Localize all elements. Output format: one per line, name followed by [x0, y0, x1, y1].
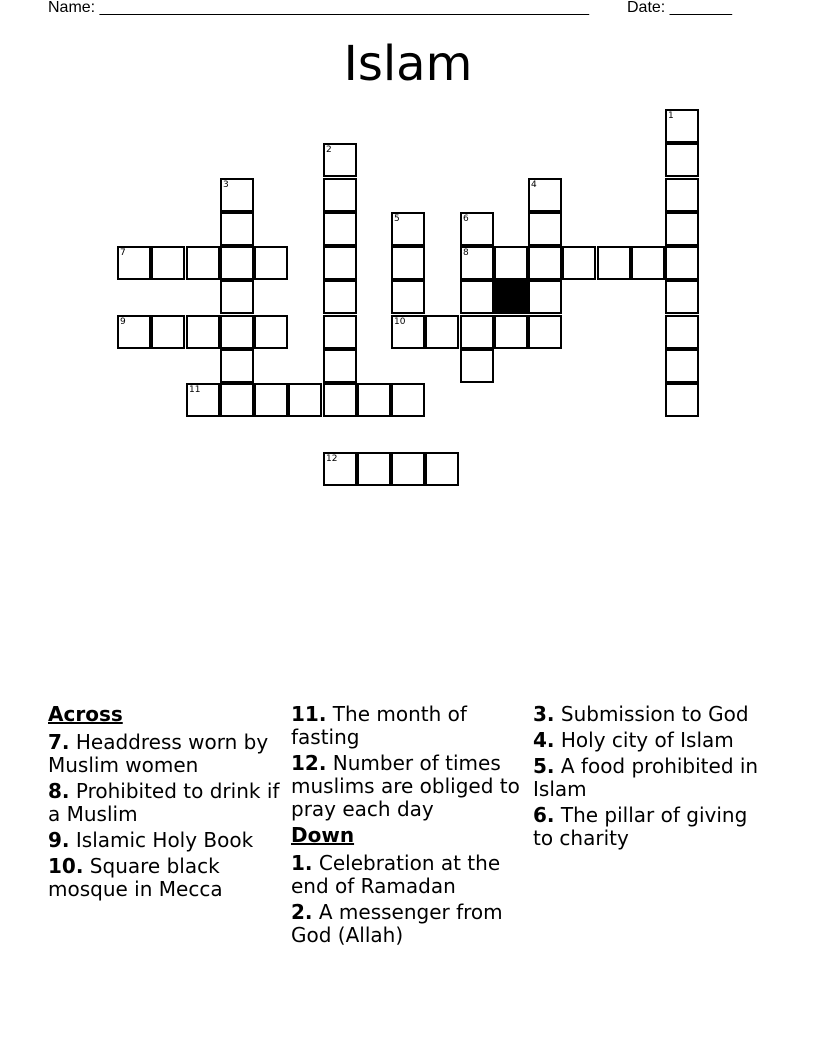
- clue-down-2: [291, 901, 527, 947]
- crossword-black-cell: [494, 280, 528, 314]
- crossword-cell[interactable]: [528, 315, 562, 349]
- date-field-label: Date: _______: [627, 0, 732, 16]
- crossword-cell[interactable]: [220, 178, 254, 212]
- crossword-cell[interactable]: [460, 246, 494, 280]
- crossword-cell[interactable]: [528, 178, 562, 212]
- clue-number: 3.: [533, 702, 555, 726]
- clue-column-2: [291, 703, 527, 950]
- crossword-cell[interactable]: [665, 315, 699, 349]
- clue-number: 12.: [291, 751, 327, 775]
- clue-number: 5.: [533, 754, 555, 778]
- crossword-cell[interactable]: [460, 349, 494, 383]
- crossword-cell[interactable]: [494, 246, 528, 280]
- clue-down-6: [533, 804, 769, 850]
- crossword-cell[interactable]: [323, 280, 357, 314]
- cell-clue-number: 3: [223, 180, 229, 190]
- crossword-cell[interactable]: [425, 315, 459, 349]
- crossword-cell[interactable]: [562, 246, 596, 280]
- crossword-cell[interactable]: [117, 246, 151, 280]
- puzzle-title: Islam: [343, 36, 473, 92]
- crossword-cell[interactable]: [665, 143, 699, 177]
- crossword-cell[interactable]: [391, 452, 425, 486]
- crossword-cell[interactable]: [460, 212, 494, 246]
- across-heading: Across: [48, 702, 123, 726]
- cell-clue-number: 5: [394, 214, 400, 224]
- crossword-cell[interactable]: [254, 383, 288, 417]
- crossword-cell[interactable]: [425, 452, 459, 486]
- crossword-cell[interactable]: [323, 349, 357, 383]
- crossword-cell[interactable]: [323, 178, 357, 212]
- crossword-cell[interactable]: [528, 280, 562, 314]
- clue-across-10: [48, 855, 284, 901]
- clue-across-11: [291, 703, 527, 749]
- crossword-cell[interactable]: [665, 349, 699, 383]
- cell-clue-number: 7: [120, 248, 126, 258]
- crossword-cell[interactable]: [323, 383, 357, 417]
- crossword-cell[interactable]: [220, 349, 254, 383]
- crossword-cell[interactable]: [665, 178, 699, 212]
- clue-text: Number of times muslims are obliged to pray each day: [291, 751, 520, 821]
- clue-text: A food prohibited in Islam: [533, 754, 759, 801]
- crossword-cell[interactable]: [186, 246, 220, 280]
- crossword-cell[interactable]: [220, 383, 254, 417]
- crossword-cell[interactable]: [460, 280, 494, 314]
- crossword-cell[interactable]: [323, 143, 357, 177]
- clue-down-4: [533, 729, 769, 752]
- clue-text: Submission to God: [560, 702, 749, 726]
- clue-number: 11.: [291, 702, 327, 726]
- cell-clue-number: 4: [531, 180, 537, 190]
- clue-text: Headdress worn by Muslim women: [48, 730, 269, 777]
- crossword-cell[interactable]: [220, 280, 254, 314]
- crossword-cell[interactable]: [357, 452, 391, 486]
- crossword-cell[interactable]: [460, 315, 494, 349]
- cell-clue-number: 12: [326, 454, 338, 464]
- clue-text: The pillar of giving to charity: [533, 803, 748, 850]
- clue-text: Islamic Holy Book: [75, 828, 254, 852]
- clue-text: The month of fasting: [291, 702, 467, 749]
- crossword-cell[interactable]: [665, 109, 699, 143]
- crossword-cell[interactable]: [494, 315, 528, 349]
- clue-column-1: [48, 703, 284, 904]
- crossword-cell[interactable]: [117, 315, 151, 349]
- crossword-cell[interactable]: [151, 246, 185, 280]
- crossword-cell[interactable]: [186, 315, 220, 349]
- clue-down-1: [291, 852, 527, 898]
- crossword-cell[interactable]: [665, 246, 699, 280]
- cell-clue-number: 11: [189, 385, 201, 395]
- clue-number: 9.: [48, 828, 70, 852]
- crossword-cell[interactable]: [391, 315, 425, 349]
- crossword-cell[interactable]: [391, 280, 425, 314]
- clue-text: Holy city of Islam: [560, 728, 734, 752]
- crossword-cell[interactable]: [665, 280, 699, 314]
- crossword-cell[interactable]: [323, 246, 357, 280]
- clue-text: Square black mosque in Mecca: [48, 854, 223, 901]
- crossword-cell[interactable]: [186, 383, 220, 417]
- clue-number: 2.: [291, 900, 313, 924]
- crossword-cell[interactable]: [288, 383, 322, 417]
- crossword-cell[interactable]: [665, 212, 699, 246]
- crossword-cell[interactable]: [597, 246, 631, 280]
- clue-number: 7.: [48, 730, 70, 754]
- crossword-cell[interactable]: [391, 246, 425, 280]
- clue-number: 8.: [48, 779, 70, 803]
- crossword-cell[interactable]: [528, 246, 562, 280]
- crossword-cell[interactable]: [220, 212, 254, 246]
- down-heading: Down: [291, 823, 355, 847]
- crossword-cell[interactable]: [220, 315, 254, 349]
- clue-column-3: [533, 703, 769, 853]
- crossword-cell[interactable]: [323, 315, 357, 349]
- crossword-cell[interactable]: [631, 246, 665, 280]
- clue-down-3: [533, 703, 769, 726]
- crossword-cell[interactable]: [323, 212, 357, 246]
- cell-clue-number: 2: [326, 145, 332, 155]
- clue-down-5: [533, 755, 769, 801]
- clue-across-9: [48, 829, 284, 852]
- cell-clue-number: 8: [463, 248, 469, 258]
- clue-across-7: [48, 731, 284, 777]
- cell-clue-number: 10: [394, 317, 406, 327]
- crossword-cell[interactable]: [665, 383, 699, 417]
- clue-number: 4.: [533, 728, 555, 752]
- clue-text: A messenger from God (Allah): [291, 900, 503, 947]
- cell-clue-number: 6: [463, 214, 469, 224]
- crossword-cell[interactable]: [254, 246, 288, 280]
- clue-text: Celebration at the end of Ramadan: [291, 851, 501, 898]
- cell-clue-number: 1: [668, 111, 674, 121]
- clue-number: 10.: [48, 854, 84, 878]
- cell-clue-number: 9: [120, 317, 126, 327]
- crossword-cell[interactable]: [391, 212, 425, 246]
- clue-across-8: [48, 780, 284, 826]
- crossword-cell[interactable]: [391, 383, 425, 417]
- crossword-cell[interactable]: [528, 212, 562, 246]
- crossword-cell[interactable]: [323, 452, 357, 486]
- clue-number: 6.: [533, 803, 555, 827]
- crossword-cell[interactable]: [357, 383, 391, 417]
- crossword-cell[interactable]: [151, 315, 185, 349]
- crossword-cell[interactable]: [220, 246, 254, 280]
- name-field-label: Name: _______________________________________________________: [48, 0, 589, 16]
- clue-across-12: [291, 752, 527, 821]
- clue-text: Prohibited to drink if a Muslim: [48, 779, 280, 826]
- clue-number: 1.: [291, 851, 313, 875]
- crossword-cell[interactable]: [254, 315, 288, 349]
